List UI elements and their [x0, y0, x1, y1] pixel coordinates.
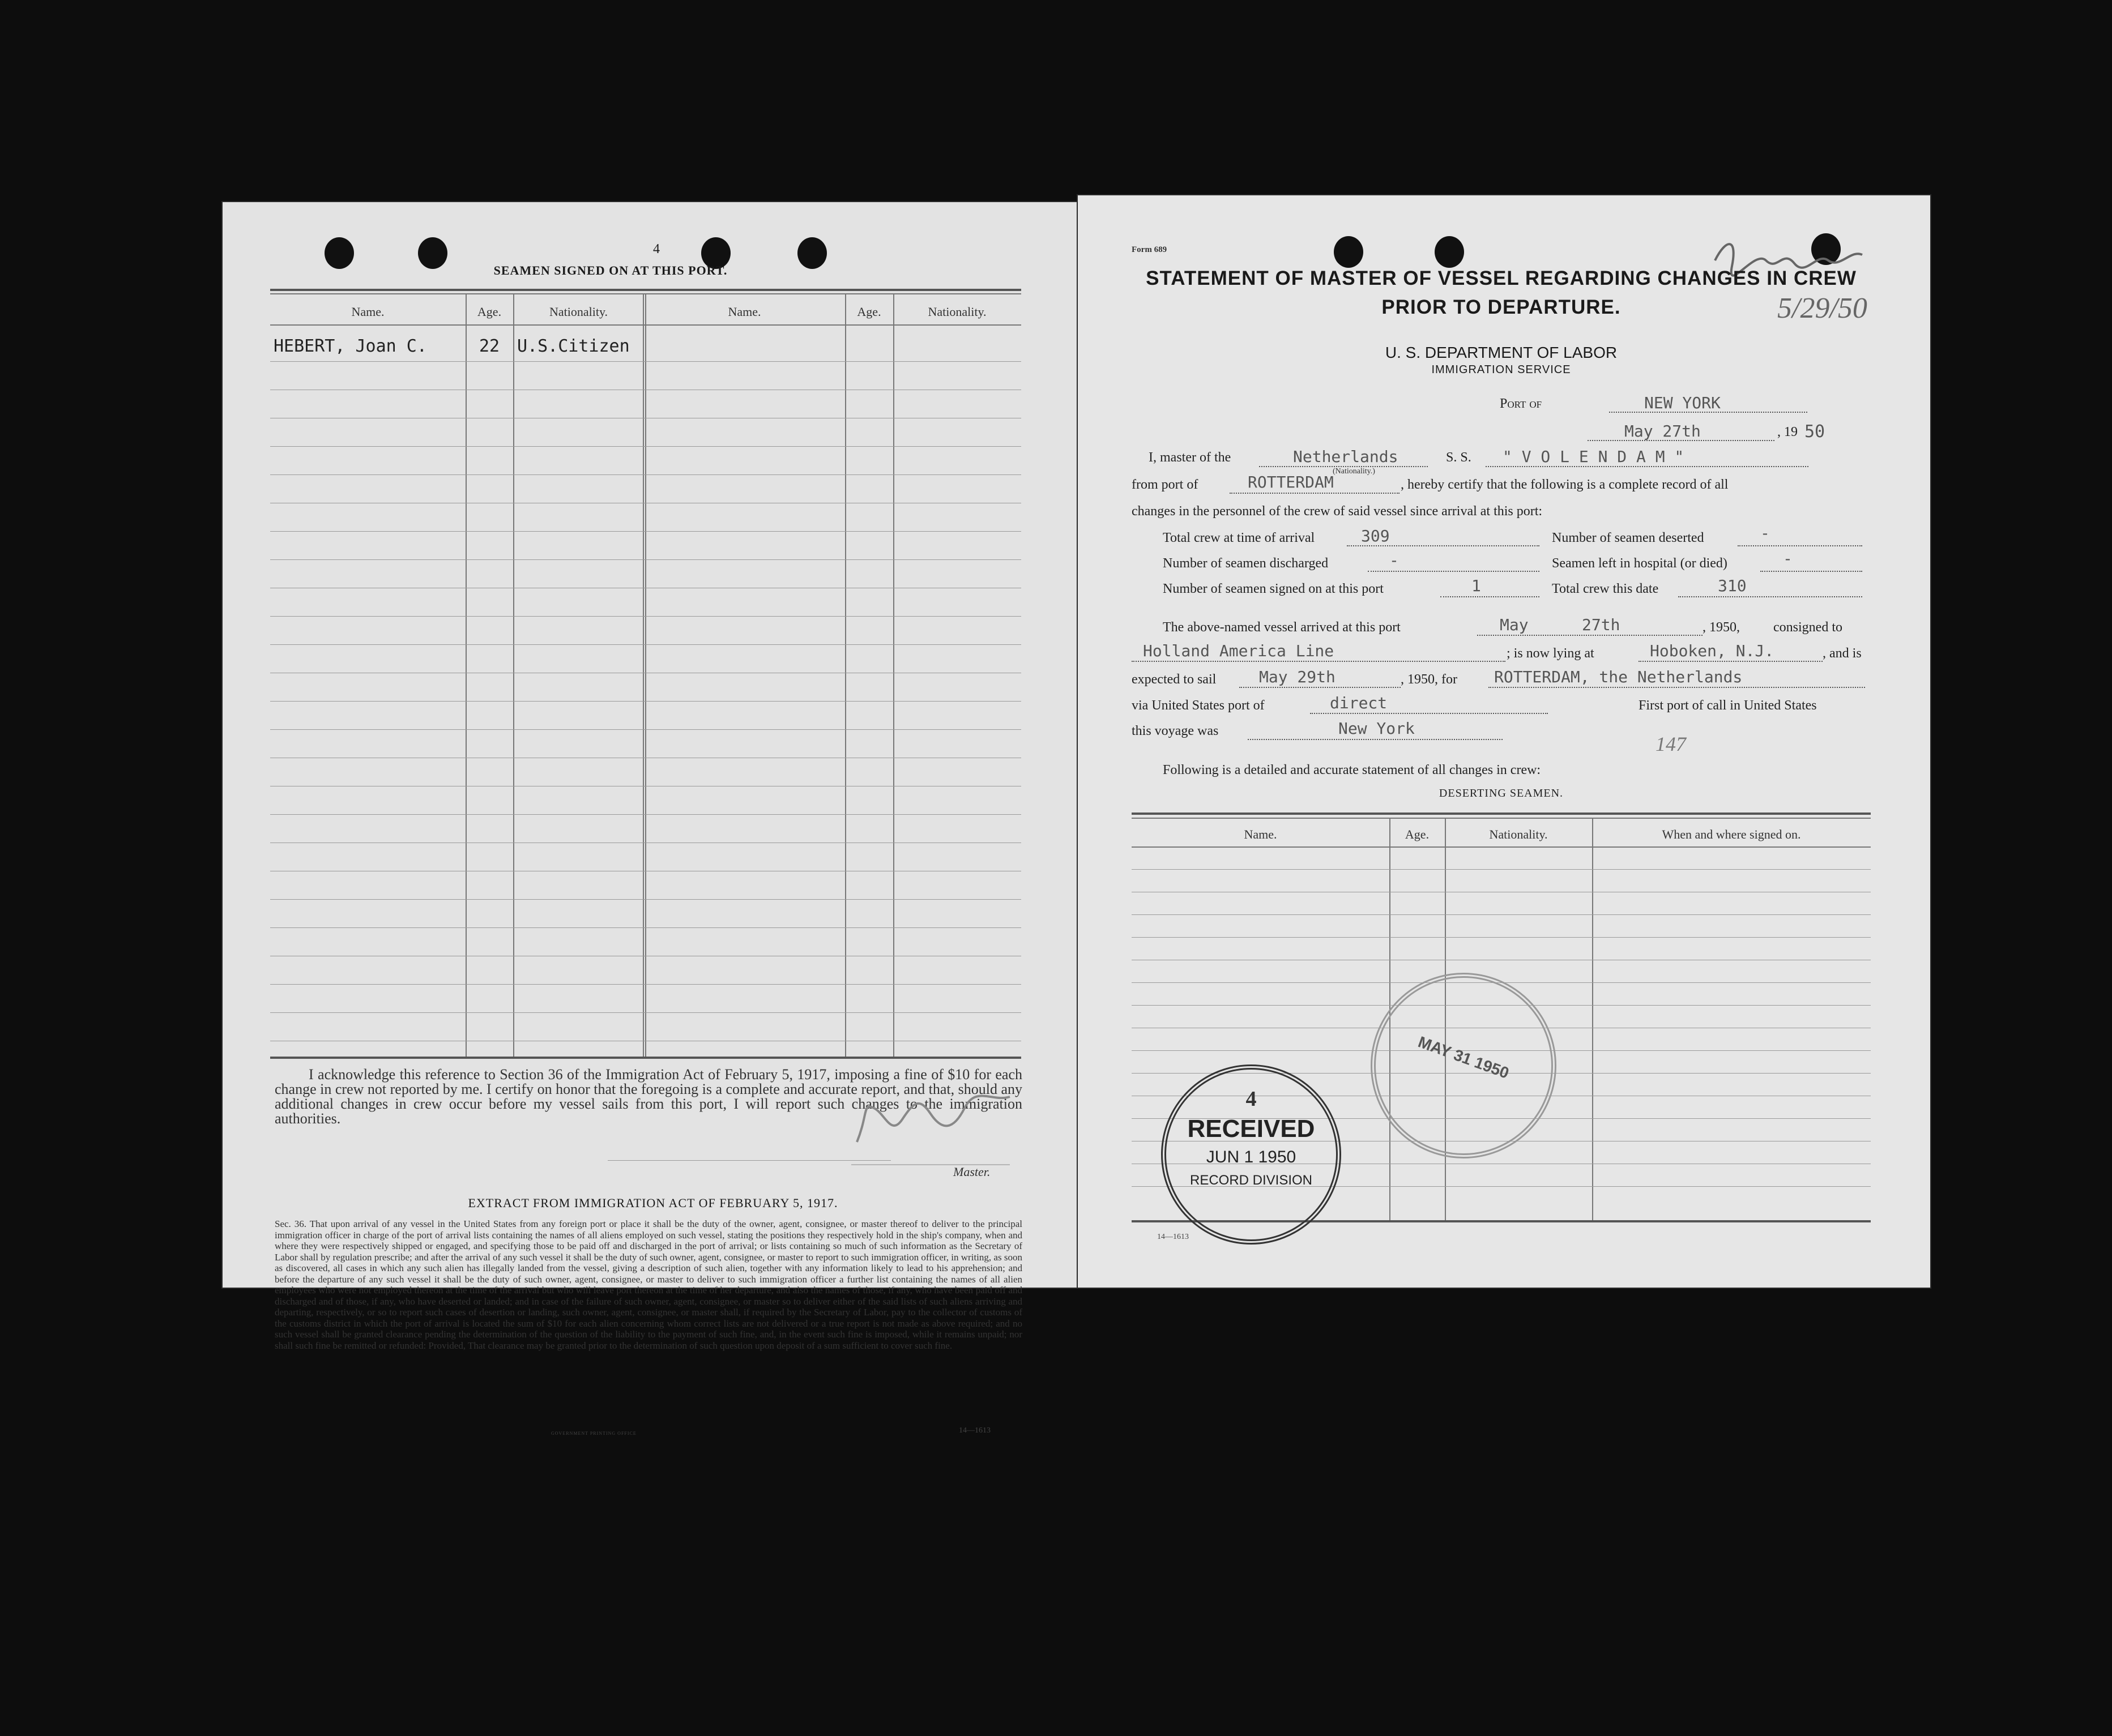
- crew-name: HEBERT, Joan C.: [274, 336, 427, 356]
- department-name: U. S. DEPARTMENT OF LABOR: [1385, 344, 1618, 361]
- voyage-value: New York: [1338, 719, 1415, 738]
- following-text: Following is a detailed and accurate statement of all changes in crew:: [1163, 763, 1541, 777]
- destination-value: ROTTERDAM, the Netherlands: [1494, 668, 1743, 686]
- page-number: 4: [653, 242, 660, 256]
- year-value: 50: [1804, 422, 1825, 442]
- master-signature: [840, 916, 1044, 1176]
- expected-value: May 29th: [1259, 668, 1336, 686]
- and-is-label: , and is: [1823, 646, 1862, 661]
- punch-hole: [1334, 236, 1363, 268]
- received-stamp-date: JUN 1 1950: [1206, 1148, 1296, 1166]
- from-port-label: from port of: [1132, 477, 1198, 492]
- column-header-nationality: Nationality.: [928, 305, 987, 319]
- crew-age: 22: [479, 336, 500, 356]
- arrived-day: 27th: [1582, 615, 1620, 634]
- ss-label: S. S.: [1446, 450, 1471, 465]
- received-stamp-division: RECORD DIVISION: [1189, 1173, 1313, 1188]
- port-label: Port of: [1500, 396, 1542, 411]
- expected-label: expected to sail: [1132, 672, 1217, 687]
- column-header-signed-on: When and where signed on.: [1662, 827, 1801, 841]
- number-147: 147: [1656, 733, 1686, 755]
- column-header-name: Name.: [351, 305, 385, 319]
- extract-title: EXTRACT FROM IMMIGRATION ACT OF FEBRUARY 5, 1917.: [468, 1196, 838, 1210]
- column-header-nationality: Nationality.: [549, 305, 608, 319]
- discharged-label: Number of seamen discharged: [1163, 556, 1329, 571]
- column-header-age: Age.: [477, 305, 502, 319]
- arrived-year: , 1950,: [1703, 620, 1740, 635]
- column-header-name: Name.: [1244, 827, 1277, 841]
- total-date-label: Total crew this date: [1552, 581, 1659, 596]
- changes-text: changes in the personnel of the crew of said vessel since arrival at this port:: [1132, 504, 1543, 519]
- total-arrival-label: Total crew at time of arrival: [1163, 531, 1315, 545]
- received-stamp: [1161, 1064, 1341, 1245]
- form-subtitle: PRIOR TO DEPARTURE.: [1381, 296, 1621, 318]
- year-prefix: , 19: [1777, 425, 1798, 439]
- punch-hole: [1435, 236, 1464, 268]
- deserted-value: -: [1760, 524, 1770, 542]
- nationality-caption: (Nationality.): [1333, 467, 1375, 476]
- handwritten-date: 5/29/50: [1777, 292, 1867, 324]
- deserting-title: DESERTING SEAMEN.: [1439, 787, 1564, 799]
- via-label: via United States port of: [1132, 698, 1265, 713]
- arrived-month: May: [1500, 615, 1529, 634]
- extract-text: Sec. 36. That upon arrival of any vessel in the United States from any foreign port or place it shall be the duty of the owner, agent, consignee, or master thereof to deliver to the principal immigration officer in charge of the port of arrival lists containing the names of all aliens employed on such vessel, stating the positions they respectively hold in the ship's company, when and where they were respectively shipped or engaged, and specifying those to be paid off and discharged in the port of arrival; or lists containing so much of such information as the Secretary of Labor shall by regulation prescribe; and after the arrival of any such vessel it shall be the duty of such owner, agent, consignee, or master to report to such immigration officer, in writing, as soon as discovered, all cases in which any such alien has illegally landed from the vessel, giving a description of such alien, together with any information likely to lead to his apprehension; and before the departure of any such vessel it shall be the duty of such owner, agent, consignee, or master to deliver to such immigration officer a further list containing the names of all alien employees who were not employed thereon at the time of the arrival but who will leave port thereon at the time of her departure, and also the names of those, if any, who have been paid off and discharged and of those, if any, who have deserted or landed; and in case of the failure of such owner, agent, consignee, or master so to deliver either of the said lists of such aliens arriving and departing, respectively, or so to report such cases of desertion or landing, such owner, agent, consignee, or master shall, if required by the Secretary of Labor, pay to the collector of customs of the customs district in which the port of arrival is located the sum of $10 for each alien concerning whom correct lists are not delivered or a true report is not made as above required; and no such vessel shall be granted clearance pending the determination of the question of the liability to the payment of such fine, and, in the event such fine is imposed, while it remains unpaid; nor shall such fine be remitted or refunded: Provided, That clearance may be granted prior to the determination of such question upon deposit of a sum sufficient to cover such fine.: [275, 1218, 1022, 1351]
- section-title: SEAMEN SIGNED ON AT THIS PORT.: [493, 263, 728, 277]
- received-stamp-number: 4: [1245, 1087, 1257, 1111]
- received-stamp-title: RECEIVED: [1187, 1115, 1315, 1143]
- punch-hole: [418, 237, 447, 269]
- from-port-value: ROTTERDAM: [1248, 473, 1334, 491]
- form-code: 14—1613: [959, 1426, 991, 1435]
- voyage-label: this voyage was: [1132, 724, 1219, 738]
- nationality-value: Netherlands: [1293, 447, 1398, 466]
- service-name: IMMIGRATION SERVICE: [1431, 364, 1571, 376]
- column-header-age: Age.: [857, 305, 881, 319]
- date-stamp: [1371, 973, 1556, 1158]
- form-title: STATEMENT OF MASTER OF VESSEL REGARDING CHANGES IN CREW: [1146, 267, 1857, 289]
- lying-label: ; is now lying at: [1507, 646, 1594, 661]
- hospital-value: -: [1783, 549, 1793, 568]
- deserted-label: Number of seamen deserted: [1552, 531, 1704, 545]
- first-call-label: First port of call in United States: [1639, 698, 1817, 713]
- date-stamp-text: MAY 31 1950: [1415, 1033, 1512, 1082]
- column-header-nationality: Nationality.: [1489, 827, 1548, 841]
- consignee-value: Holland America Line: [1143, 642, 1334, 660]
- form-code: 14—1613: [1157, 1233, 1189, 1241]
- printer-label: GOVERNMENT PRINTING OFFICE: [551, 1431, 637, 1436]
- arrived-label: The above-named vessel arrived at this port: [1163, 620, 1401, 635]
- column-header-age: Age.: [1405, 827, 1430, 841]
- signed-on-label: Number of seamen signed on at this port: [1163, 581, 1384, 596]
- hospital-label: Seamen left in hospital (or died): [1552, 556, 1727, 571]
- discharged-value: -: [1389, 551, 1399, 570]
- left-page: [223, 202, 1078, 1436]
- punch-hole: [325, 237, 354, 269]
- consigned-label: consigned to: [1773, 620, 1842, 635]
- date-value: May 27th: [1624, 422, 1701, 441]
- via-value: direct: [1330, 694, 1388, 712]
- punch-hole: [797, 237, 827, 269]
- column-header-name: Name.: [728, 305, 761, 319]
- expected-year: , 1950, for: [1401, 672, 1457, 687]
- form-number: Form 689: [1132, 245, 1167, 254]
- master-line-label: I, master of the: [1149, 450, 1231, 465]
- crew-nationality: U.S.Citizen: [517, 336, 630, 356]
- port-value: NEW YORK: [1644, 394, 1721, 412]
- total-date-value: 310: [1718, 576, 1747, 595]
- signed-on-value: 1: [1471, 576, 1481, 595]
- ship-name: " V O L E N D A M ": [1503, 447, 1684, 466]
- lying-value: Hoboken, N.J.: [1650, 642, 1774, 660]
- total-arrival-value: 309: [1361, 527, 1390, 545]
- certify-text: , hereby certify that the following is a complete record of all: [1401, 477, 1729, 492]
- master-label: Master.: [953, 1165, 991, 1179]
- acknowledgment-text: I acknowledge this reference to Section 36 of the Immigration Act of February 5, 1917, imposing a fine of $10 for each change in crew not reported by me. I certify on honor that the foregoing is a complete and accurate report, and that, should any additional changes in crew occur before my vessel sails from this port, I will report such changes to the immigration authorities.: [275, 1066, 1022, 1127]
